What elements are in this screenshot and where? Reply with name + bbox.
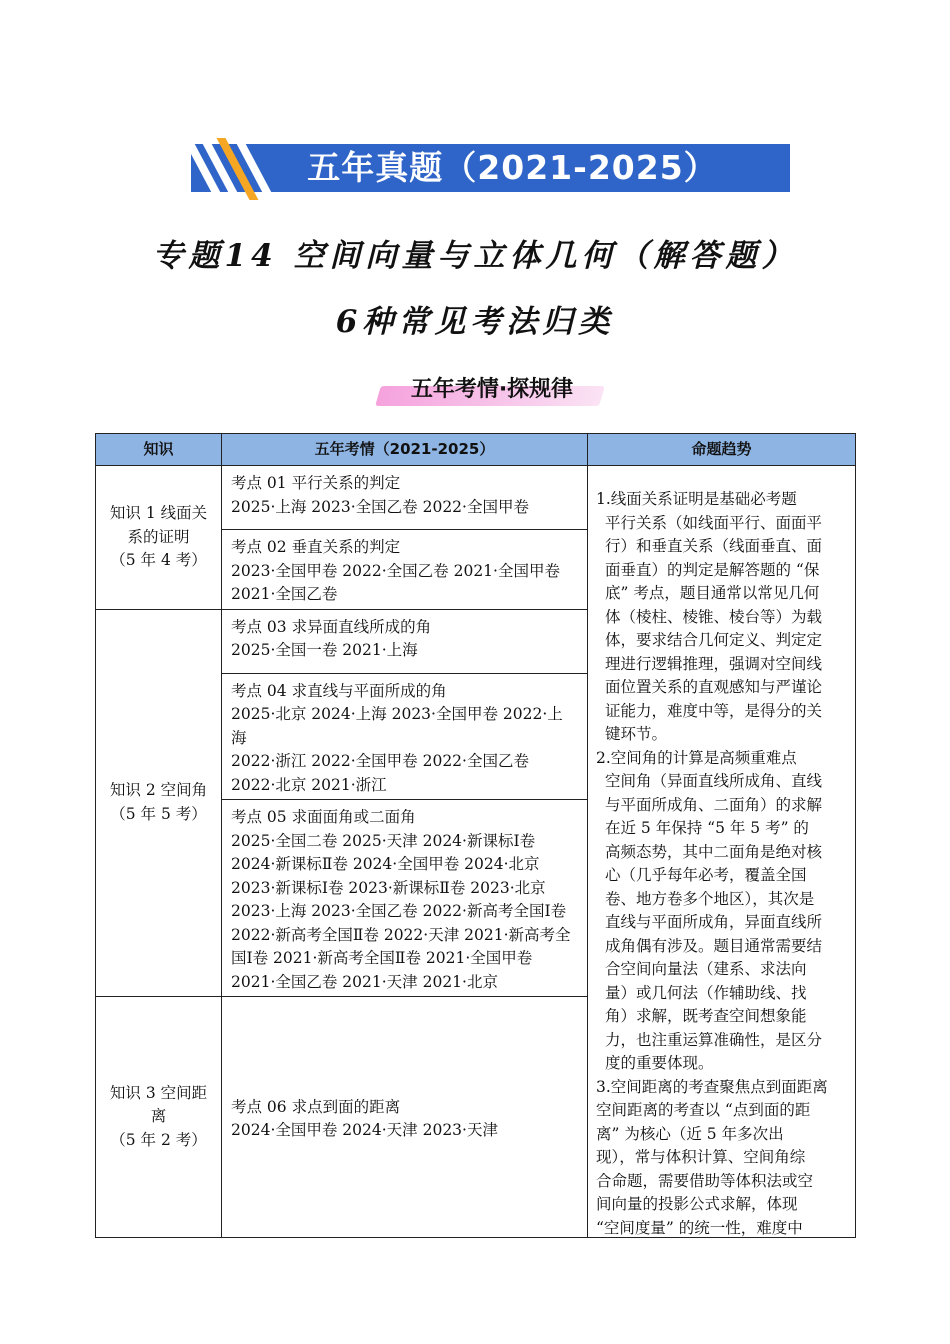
point-exams: 2023·全国甲卷 2022·全国乙卷 2021·全国甲卷 bbox=[231, 561, 560, 580]
point-title: 考点 05 求面面角或二面角 bbox=[231, 808, 416, 826]
point-title: 考点 01 平行关系的判定 bbox=[231, 474, 401, 492]
knowledge-line: （5 年 5 考） bbox=[110, 804, 207, 823]
trend-line: 证能力，难度中等，是得分的关 bbox=[605, 701, 823, 720]
point-title: 考点 03 求异面直线所成的角 bbox=[231, 617, 432, 636]
trend-line: 现），常与体积计算、空间角综 bbox=[596, 1148, 806, 1166]
point-exams: 国Ⅰ卷 2021·新高考全国Ⅱ卷 2021·全国甲卷 bbox=[231, 949, 533, 967]
trend-line: 理进行逻辑推理，强调对空间线 bbox=[605, 654, 823, 673]
trend-line: 空间距离的考查以 “点到面的距 bbox=[596, 1101, 811, 1119]
point-exams: 2025·全国一卷 2021·上海 bbox=[231, 641, 418, 659]
trend-line: 心（几乎每年必考，覆盖全国 bbox=[605, 866, 807, 884]
title-banner bbox=[191, 144, 790, 192]
point-cell bbox=[222, 800, 588, 997]
trend-line: 体（棱柱、棱锥、棱台等）为载 bbox=[605, 607, 823, 626]
trend-line: 成角偶有涉及。题目通常需要结 bbox=[605, 936, 823, 955]
point-exams: 2021·全国乙卷 bbox=[231, 585, 338, 603]
point-exams: 2024·全国甲卷 2024·天津 2023·天津 bbox=[231, 1121, 498, 1139]
trend-line: 2.空间角的计算是高频重难点 bbox=[596, 748, 797, 767]
trend-line: 与平面所成角、二面角）的求解 bbox=[605, 795, 823, 814]
point-exams: 2023·新课标Ⅰ卷 2023·新课标Ⅱ卷 2023·北京 bbox=[231, 878, 546, 897]
point-cell bbox=[222, 997, 588, 1238]
trend-line: 1.线面关系证明是基础必考题 bbox=[596, 490, 797, 508]
knowledge-cell bbox=[96, 466, 222, 610]
point-exams: 2025·上海 2023·全国乙卷 2022·全国甲卷 bbox=[231, 497, 529, 516]
trend-line: 卷、地方卷多个地区），其次是 bbox=[605, 889, 815, 908]
trend-line: 键环节。 bbox=[605, 725, 668, 743]
point-exams: 2021·全国乙卷 2021·天津 2021·北京 bbox=[231, 972, 498, 991]
knowledge-line: 知识 3 空间距 bbox=[109, 1083, 208, 1102]
trend-line: 行）和垂直关系（线面垂直、面 bbox=[605, 537, 823, 555]
point-exams: 2022·浙江 2022·全国甲卷 2022·全国乙卷 bbox=[231, 752, 529, 770]
trend-line: 直线与平面所成角，异面直线所 bbox=[605, 913, 823, 931]
trend-line: 面垂直）的判定是解答题的 “保 bbox=[605, 560, 820, 579]
knowledge-line: 知识 2 空间角 bbox=[109, 781, 208, 800]
header-history: 五年考情（2021-2025） bbox=[222, 434, 588, 466]
trend-line: “空间度量” 的统一性，难度中 bbox=[596, 1218, 803, 1237]
point-exams: 2022·北京 2021·浙江 bbox=[231, 775, 387, 794]
trend-line: 体，要求结合几何定义、判定定 bbox=[605, 631, 823, 649]
knowledge-line: （5 年 2 考） bbox=[110, 1130, 207, 1149]
point-title: 考点 06 求点到面的距离 bbox=[231, 1097, 401, 1116]
trend-line: 平行关系（如线面平行、面面平 bbox=[605, 513, 823, 532]
trend-line: 角）求解，既考查空间想象能 bbox=[605, 1007, 807, 1025]
point-cell bbox=[222, 609, 588, 673]
trend-line: 度的重要体现。 bbox=[605, 1054, 714, 1072]
trend-line: 合命题，需要借助等体积法或空 bbox=[596, 1171, 814, 1190]
knowledge-cell bbox=[96, 609, 222, 997]
header-knowledge: 知识 bbox=[96, 434, 222, 466]
trend-line: 力，也注重运算准确性，是区分 bbox=[605, 1030, 823, 1049]
knowledge-line: 知识 1 线面关 bbox=[109, 504, 208, 522]
point-exams: 海 bbox=[231, 728, 247, 747]
trend-line: 高频态势，其中二面角是绝对核 bbox=[605, 842, 823, 861]
point-cell bbox=[222, 530, 588, 610]
knowledge-cell bbox=[96, 997, 222, 1238]
trend-line: 间向量的投影公式求解，体现 bbox=[596, 1195, 798, 1213]
header-trend: 命题趋势 bbox=[588, 434, 856, 466]
point-title: 考点 02 垂直关系的判定 bbox=[231, 538, 401, 556]
trend-line: 空间角（异面直线所成角、直线 bbox=[605, 772, 823, 790]
trend-line: 量）或几何法（作辅助线、找 bbox=[605, 983, 807, 1002]
trend-line: 底” 考点，题目通常以常见几何 bbox=[605, 584, 820, 602]
trend-line: 离” 为核心（近 5 年多次出 bbox=[596, 1124, 784, 1143]
section-subtitle-text: 五年考情·探规律 bbox=[410, 377, 574, 402]
point-cell bbox=[222, 673, 588, 800]
trend-line: 合空间向量法（建系、求法向 bbox=[605, 960, 807, 978]
point-exams: 2025·北京 2024·上海 2023·全国甲卷 2022·上 bbox=[231, 705, 563, 723]
knowledge-line: 离 bbox=[150, 1107, 167, 1126]
trend-cell bbox=[588, 466, 856, 1238]
banner-title: 五年真题（2021-2025） bbox=[307, 148, 718, 187]
trend-line: 面位置关系的直观感知与严谨论 bbox=[605, 678, 823, 696]
point-exams: 2023·上海 2023·全国乙卷 2022·新高考全国Ⅰ卷 bbox=[231, 902, 567, 920]
trend-line: 3.空间距离的考查聚焦点到面距离 bbox=[596, 1077, 828, 1096]
trend-text bbox=[596, 488, 847, 1237]
point-cell bbox=[222, 466, 588, 530]
table-row bbox=[96, 466, 856, 530]
trend-line: 在近 5 年保持 “5 年 5 考” 的 bbox=[605, 819, 809, 837]
table-header-row bbox=[96, 434, 856, 466]
knowledge-line: （5 年 4 考） bbox=[110, 551, 207, 569]
section-subtitle bbox=[372, 372, 612, 412]
point-exams: 2024·新课标Ⅱ卷 2024·全国甲卷 2024·北京 bbox=[231, 855, 540, 873]
topic-subtitle: 6种常见考法归类 bbox=[335, 304, 615, 340]
knowledge-line: 系的证明 bbox=[127, 527, 190, 546]
point-exams: 2022·新高考全国Ⅱ卷 2022·天津 2021·新高考全 bbox=[231, 925, 571, 944]
point-title: 考点 04 求直线与平面所成的角 bbox=[231, 681, 447, 700]
point-exams: 2025·全国二卷 2025·天津 2024·新课标Ⅰ卷 bbox=[231, 831, 536, 850]
exam-table bbox=[95, 433, 856, 1238]
topic-title: 专题14 空间向量与立体几何（解答题） bbox=[152, 238, 798, 274]
